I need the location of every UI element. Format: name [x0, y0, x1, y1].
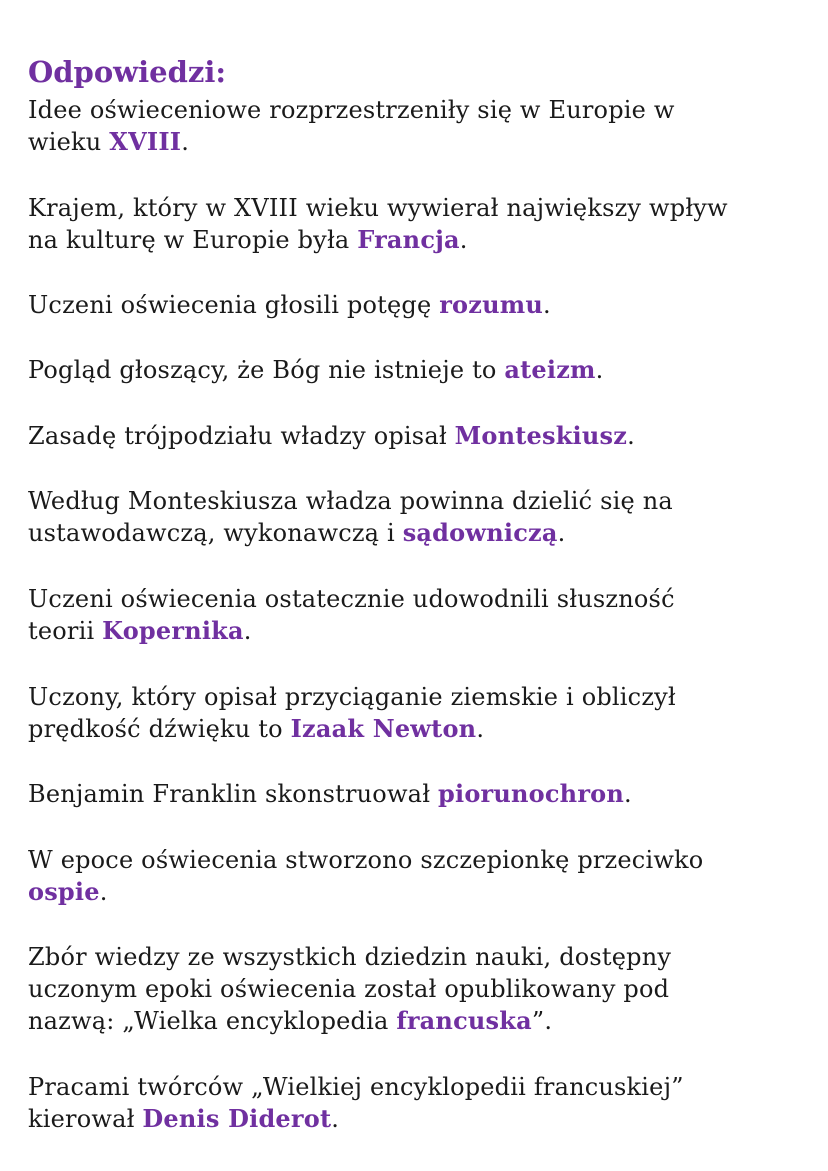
answer-highlight: piorunochron: [438, 779, 625, 808]
answer-text: .: [181, 128, 190, 156]
answer-highlight: ospie: [28, 877, 100, 906]
answer-paragraph: [28, 420, 635, 452]
answer-text: Pogląd głoszący, że Bóg nie istnieje to: [28, 356, 505, 384]
answer-paragraph: [28, 485, 673, 549]
answer-highlight: Kopernika: [102, 616, 244, 645]
answer-text: Zbór wiedzy ze wszystkich dziedzin nauki, dostępny: [28, 943, 672, 971]
answer-paragraph: [28, 778, 632, 810]
answer-text: .: [99, 878, 108, 906]
answer-paragraph: [28, 844, 703, 908]
answer-text: .: [331, 1105, 340, 1133]
answer-text: Uczeni oświecenia głosili potęgę: [28, 291, 440, 319]
answer-text: nazwą: „Wielka encyklopedia: [28, 1007, 397, 1035]
answer-text: Zasadę trójpodziału władzy opisał: [28, 422, 455, 450]
answer-paragraph: [28, 583, 675, 647]
answer-text: ”.: [531, 1007, 553, 1035]
answer-paragraph: [28, 94, 675, 158]
answer-text: Uczony, który opisał przyciąganie ziemskie i obliczył: [28, 683, 676, 711]
answer-highlight: XVIII: [109, 127, 182, 156]
answer-text: W epoce oświecenia stworzono szczepionkę przeciwko: [28, 846, 704, 874]
answer-text: kierował: [28, 1105, 143, 1133]
answer-text: .: [542, 291, 551, 319]
page-title: Odpowiedzi:: [28, 55, 227, 89]
answer-text: Benjamin Franklin skonstruował: [28, 780, 439, 808]
answer-paragraph: [28, 941, 671, 1037]
answer-text: prędkość dźwięku to: [28, 715, 291, 743]
answer-highlight: sądowniczą: [402, 518, 558, 547]
answer-text: Krajem, który w XVIII wieku wywierał największy wpływ: [28, 194, 728, 222]
answer-text: .: [557, 519, 566, 547]
answer-highlight: Denis Diderot: [142, 1104, 332, 1133]
answer-text: ustawodawczą, wykonawczą i: [28, 519, 403, 547]
answer-text: Uczeni oświecenia ostatecznie udowodnili słuszność: [28, 585, 675, 613]
answer-highlight: Monteskiusz: [454, 421, 628, 450]
answer-text: Pracami twórców „Wielkiej encyklopedii francuskiej”: [28, 1073, 684, 1101]
answer-text: Według Monteskiusza władza powinna dzielić się na: [28, 487, 673, 515]
answer-paragraph: [28, 192, 728, 256]
answer-text: .: [624, 780, 632, 808]
answer-highlight: Francja: [357, 225, 460, 254]
answer-text: .: [476, 715, 485, 743]
answer-text: wieku: [28, 128, 110, 156]
answer-text: .: [595, 356, 604, 384]
answer-highlight: rozumu: [439, 290, 543, 319]
answer-text: na kulturę w Europie była: [28, 226, 358, 254]
answer-text: .: [243, 617, 252, 645]
answer-text: teorii: [28, 617, 103, 645]
answer-highlight: ateizm: [504, 355, 596, 384]
answer-highlight: Izaak Newton: [290, 714, 477, 743]
answer-paragraph: [28, 681, 676, 745]
answer-text: .: [627, 422, 635, 450]
answer-paragraph: [28, 1071, 684, 1135]
answer-paragraph: [28, 354, 603, 386]
answer-highlight: francuska: [396, 1006, 532, 1035]
answer-paragraph: [28, 289, 551, 321]
answer-text: Idee oświeceniowe rozprzestrzeniły się w Europie w: [28, 96, 675, 124]
answer-text: uczonym epoki oświecenia został opublikowany pod: [28, 975, 670, 1003]
answer-text: .: [459, 226, 468, 254]
